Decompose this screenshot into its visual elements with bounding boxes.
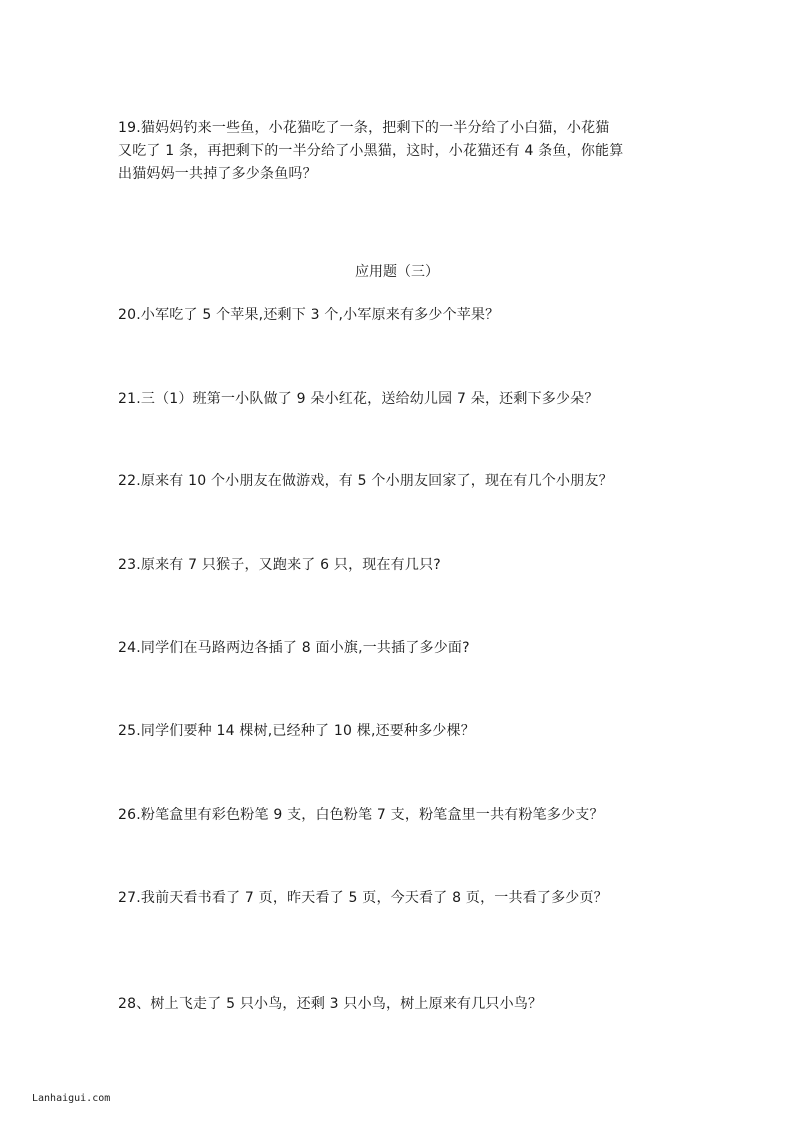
- question-22: 22.原来有 10 个小朋友在做游戏，有 5 个小朋友回家了，现在有几个小朋友？: [118, 473, 613, 489]
- question-19: [118, 117, 678, 186]
- question-19-line-1: 19.猫妈妈钓来一些鱼，小花猫吃了一条，把剩下的一半分给了小白猫，小花猫: [118, 120, 610, 136]
- question-20: 20.小军吃了 5 个苹果,还剩下 3 个,小军原来有多少个苹果？: [118, 307, 500, 323]
- footer-source: Lanhaigui.com: [32, 1093, 111, 1104]
- question-19-line-2: 又吃了 1 条，再把剩下的一半分给了小黑猫，这时，小花猫还有 4 条鱼，你能算: [118, 143, 624, 159]
- question-25: 25.同学们要种 14 棵树,已经种了 10 棵,还要种多少棵？: [118, 723, 475, 739]
- question-28: 28、树上飞走了 5 只小鸟，还剩 3 只小鸟，树上原来有几只小鸟？: [118, 996, 543, 1012]
- question-23: 23.原来有 7 只猴子，又跑来了 6 只，现在有几只?: [118, 557, 441, 573]
- question-24: 24.同学们在马路两边各插了 8 面小旗,一共插了多少面?: [118, 640, 470, 656]
- question-21: 21.三（1）班第一小队做了 9 朵小红花，送给幼儿园 7 朵，还剩下多少朵？: [118, 391, 599, 407]
- question-27: 27.我前天看书看了 7 页，昨天看了 5 页，今天看了 8 页，一共看了多少页？: [118, 890, 608, 906]
- question-26: 26.粉笔盒里有彩色粉笔 9 支，白色粉笔 7 支，粉笔盒里一共有粉笔多少支？: [118, 807, 604, 823]
- section-title: 应用题（三）: [355, 264, 439, 280]
- question-19-line-3: 出猫妈妈一共掉了多少条鱼吗？: [118, 166, 317, 182]
